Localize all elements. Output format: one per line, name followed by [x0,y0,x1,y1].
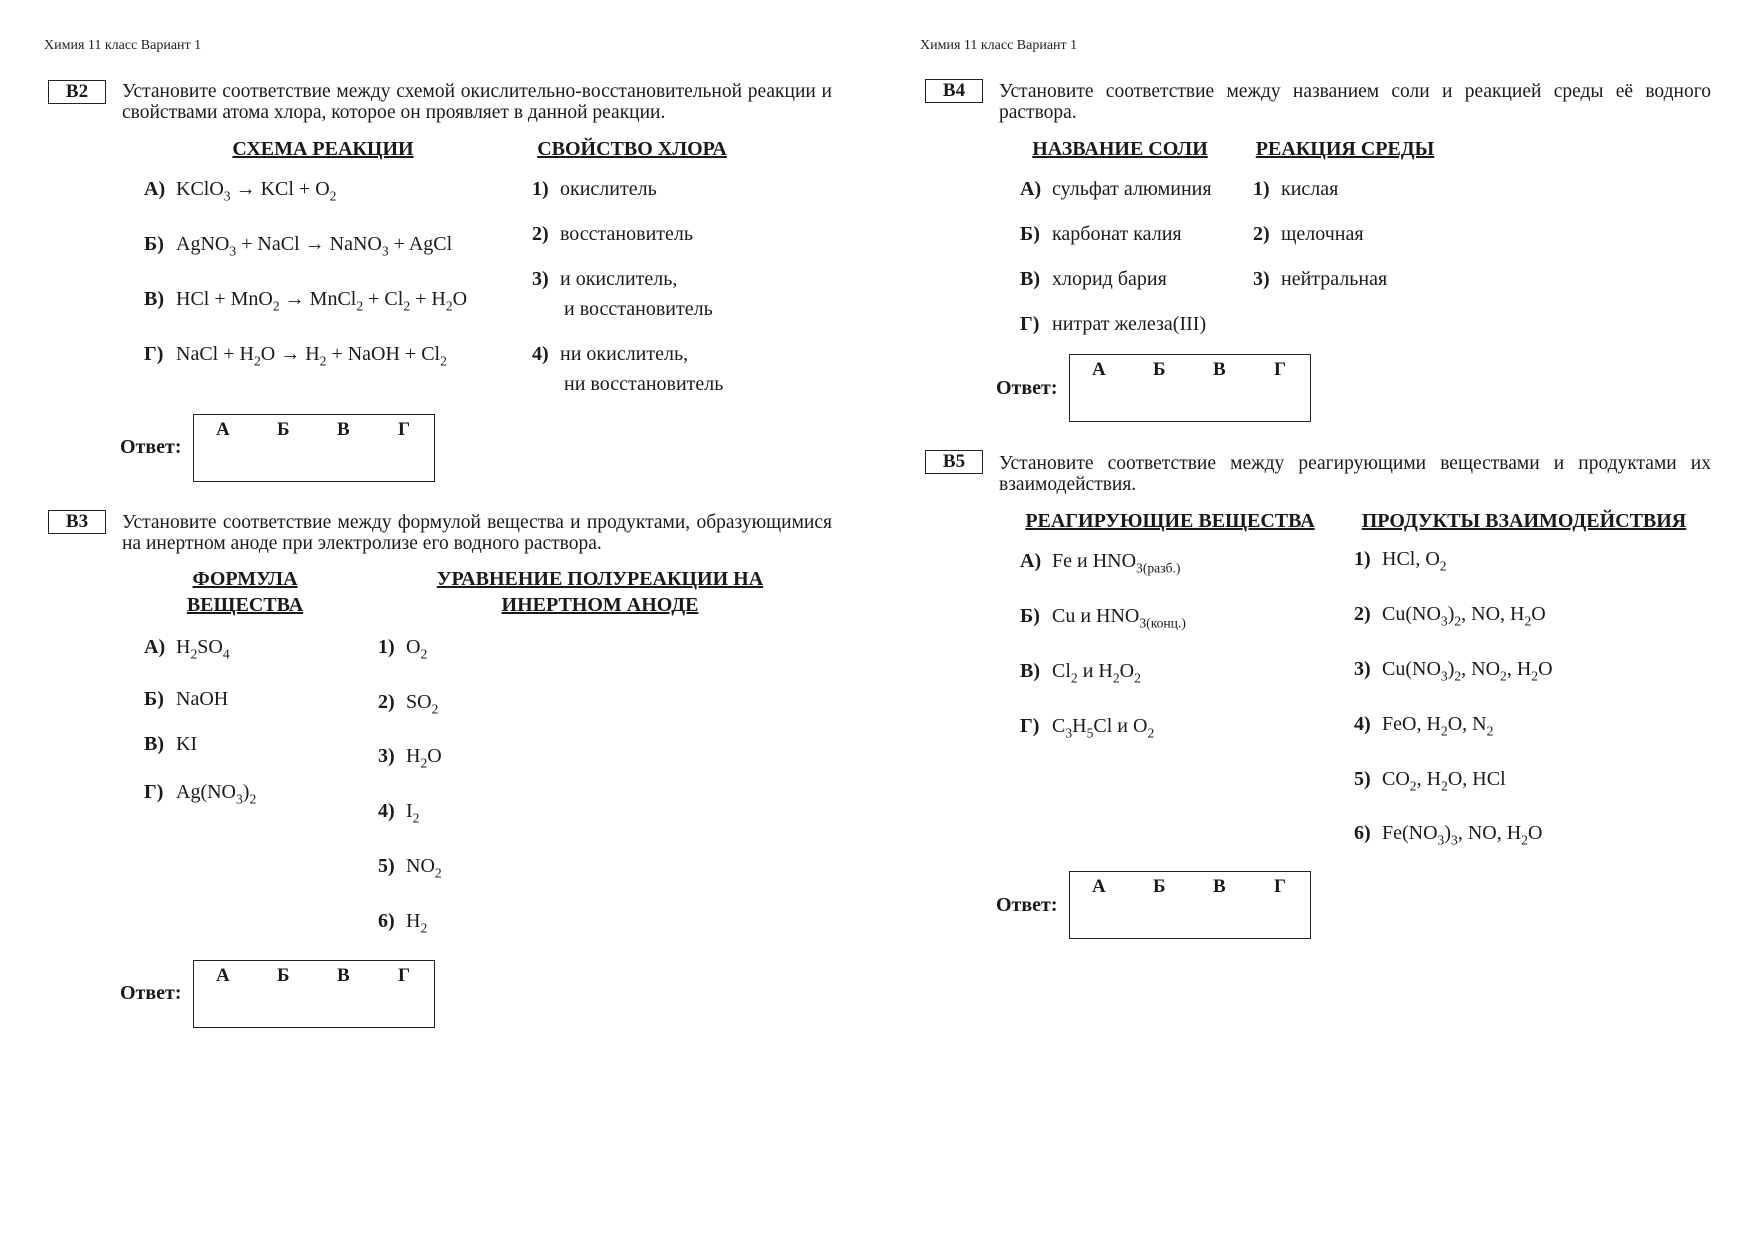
answer-col-header: Б [277,965,290,986]
option-item [144,229,452,259]
answer-col-header: Б [277,419,290,440]
option-item [1020,264,1167,294]
column-header-half-reaction [420,566,780,618]
option-text: сульфат алюминия [1052,178,1212,200]
option-number: 3) [532,268,549,290]
page-header-right: Химия 11 класс Вариант 1 [920,38,1078,53]
formula: $C_3H_5Cl$ и $O_2$ [1052,715,1155,741]
answer-col-header: Г [398,965,411,986]
option-number: 1) [532,178,549,200]
option-letter: А) [1020,178,1042,200]
column-header-line: УРАВНЕНИЕ ПОЛУРЕАКЦИИ НА [436,568,764,590]
option-item [144,174,336,204]
answer-option [1354,764,1506,794]
answer-option [1354,709,1493,739]
formula: Fe и $HNO_{3(разб.)}$ [1052,550,1181,576]
answer-option [378,741,442,771]
answer-col-header: Г [1274,876,1287,897]
answer-option [532,339,723,399]
option-number: 1) [378,636,395,658]
option-item [1020,309,1206,339]
answer-col-header: Г [1274,359,1287,380]
option-item [1020,711,1154,741]
option-text: нитрат железа(III) [1052,313,1207,335]
option-text-line2: и восстановитель [564,298,713,320]
option-text: карбонат калия [1052,223,1182,245]
option-item [1020,601,1186,631]
answer-option [532,174,657,204]
option-number: 1) [1354,548,1371,570]
answer-option [1354,818,1542,848]
formula: KClO$_3$ → KCl + $O_2$ [176,178,337,204]
task-text-b4: Установите соответствие между названием соли и реакцией среды её водного раствора. [999,81,1711,123]
column-header-chlorine-property: СВОЙСТВО ХЛОРА [537,138,727,160]
option-letter: В) [1020,268,1040,290]
formula: $CO_2$, $H_2O$, HCl [1382,768,1506,794]
option-item [1020,546,1180,576]
option-letter: Б) [144,688,164,710]
answer-option [1253,219,1364,249]
option-letter: Б) [144,233,164,255]
answer-col-header: А [216,419,230,440]
option-number: 5) [378,855,395,877]
task-number-b3: B3 [48,510,106,534]
column-header-salt-name: НАЗВАНИЕ СОЛИ [1032,138,1208,160]
answer-grid-b2[interactable] [193,414,435,482]
answer-label: Ответ: [996,377,1058,399]
option-number: 6) [378,910,395,932]
task-text-b5: Установите соответствие между реагирующими веществами и продуктами их взаимодействия. [999,453,1711,495]
option-text: нейтральная [1281,268,1388,290]
option-item [1020,219,1182,249]
task-number-b4: B4 [925,79,983,103]
option-number: 3) [378,745,395,767]
answer-option [378,796,419,826]
option-letter: Г) [144,343,164,365]
answer-col-header: А [1092,876,1106,897]
column-header-medium: РЕАКЦИЯ СРЕДЫ [1255,138,1435,160]
formula: $Cu(NO_3)_2$, $NO_2$, $H_2O$ [1382,658,1553,684]
answer-grid-b3[interactable] [193,960,435,1028]
formula: $NO_2$ [406,855,442,881]
option-number: 3) [1253,268,1270,290]
option-number: 3) [1354,658,1371,680]
option-number: 2) [378,691,395,713]
answer-col-header: В [1213,359,1226,380]
column-header-products: ПРОДУКТЫ ВЗАИМОДЕЙСТВИЯ [1361,510,1687,532]
column-header-line: ИНЕРТНОМ АНОДЕ [501,594,699,616]
formula: AgNO$_3$ + NaCl → NaNO$_3$ + AgCl [176,233,453,259]
answer-grid-b4[interactable] [1069,354,1311,422]
formula: $Fe(NO_3)_3$, NO, $H_2O$ [1382,822,1543,848]
option-item [144,284,467,314]
answer-col-header: А [216,965,230,986]
option-letter: Б) [1020,605,1040,627]
option-letter: А) [1020,550,1042,572]
formula: HCl + MnO$_2$ → MnCl$_2$ + $Cl_2 + H_2O$ [176,288,468,314]
answer-label: Ответ: [120,982,182,1004]
formula: NaCl + $H_2O \to H_2$ + NaOH + $Cl_2$ [176,343,447,369]
option-letter: Г) [144,781,164,803]
formula: $Cu(NO_3)_2$, NO, $H_2O$ [1382,603,1546,629]
answer-label: Ответ: [996,894,1058,916]
task-text-b2: Установите соответствие между схемой окислительно-восстановительной реакции и свойствами атома хлора, которое он проявляет в данной реакции. [122,81,832,123]
task-text-b3: Установите соответствие между формулой вещества и продуктами, образующимися на инертном аноде при электролизе его водного раствора. [122,512,832,554]
option-number: 2) [1354,603,1371,625]
option-text: хлорид бария [1052,268,1167,290]
option-letter: Г) [1020,313,1040,335]
option-item [144,339,447,369]
column-header-line: ФОРМУЛА [192,568,298,590]
option-letter: В) [144,288,164,310]
answer-option [532,264,713,324]
answer-option [532,219,693,249]
formula: $H_2O$ [406,745,442,771]
column-header-reaction-scheme: СХЕМА РЕАКЦИИ [232,138,414,160]
formula: $H_2SO_4$ [176,636,230,662]
formula: $O_2$ [406,636,428,662]
column-header-line: ВЕЩЕСТВА [186,594,304,616]
answer-grid-b5[interactable] [1069,871,1311,939]
option-text: ни окислитель, [560,343,689,365]
option-item [144,729,197,759]
option-item [1020,174,1212,204]
option-letter: В) [144,733,164,755]
option-letter: А) [144,636,166,658]
answer-col-header: В [337,965,350,986]
option-item [144,777,256,807]
option-number: 4) [1354,713,1371,735]
answer-col-header: В [1213,876,1226,897]
option-number: 2) [532,223,549,245]
option-item [144,684,228,714]
option-letter: Б) [1020,223,1040,245]
option-number: 6) [1354,822,1371,844]
answer-option [1354,599,1546,629]
answer-option [1253,174,1338,204]
option-number: 5) [1354,768,1371,790]
task-number-b5: B5 [925,450,983,474]
answer-label: Ответ: [120,436,182,458]
option-letter: А) [144,178,166,200]
option-text: щелочная [1281,223,1364,245]
answer-option [1354,544,1447,574]
option-text: окислитель [560,178,657,200]
answer-col-header: Б [1153,876,1166,897]
answer-option [378,851,442,881]
formula: NaOH [176,688,229,710]
formula: $SO_2$ [406,691,439,717]
column-header-formula [160,566,330,618]
page-header-left: Химия 11 класс Вариант 1 [44,38,202,53]
formula: $Ag(NO_3)_2$ [176,781,257,807]
formula: $Cl_2$ и $H_2O_2$ [1052,660,1141,686]
option-text: восстановитель [560,223,693,245]
option-letter: В) [1020,660,1040,682]
option-item [144,632,230,662]
task-number-b2: B2 [48,80,106,104]
formula: FeO, $H_2O$, $N_2$ [1382,713,1494,739]
option-text-line2: ни восстановитель [564,373,724,395]
answer-col-header: В [337,419,350,440]
option-number: 2) [1253,223,1270,245]
answer-option [378,906,427,936]
formula: HCl, $O_2$ [1382,548,1447,574]
formula: Cu и $HNO_{3(конц.)}$ [1052,605,1186,631]
option-item [1020,656,1141,686]
answer-option [378,632,427,662]
answer-col-header: Б [1153,359,1166,380]
option-text: и окислитель, [560,268,678,290]
answer-option [1253,264,1387,294]
option-letter: Г) [1020,715,1040,737]
answer-option [1354,654,1553,684]
answer-option [378,687,438,717]
option-number: 4) [378,800,395,822]
answer-col-header: Г [398,419,411,440]
option-text: кислая [1281,178,1339,200]
column-header-reactants: РЕАГИРУЮЩИЕ ВЕЩЕСТВА [1025,510,1315,532]
option-number: 4) [532,343,549,365]
answer-col-header: А [1092,359,1106,380]
formula: KI [176,733,198,755]
formula: $H_2$ [406,910,428,936]
option-number: 1) [1253,178,1270,200]
formula: $I_2$ [406,800,420,826]
